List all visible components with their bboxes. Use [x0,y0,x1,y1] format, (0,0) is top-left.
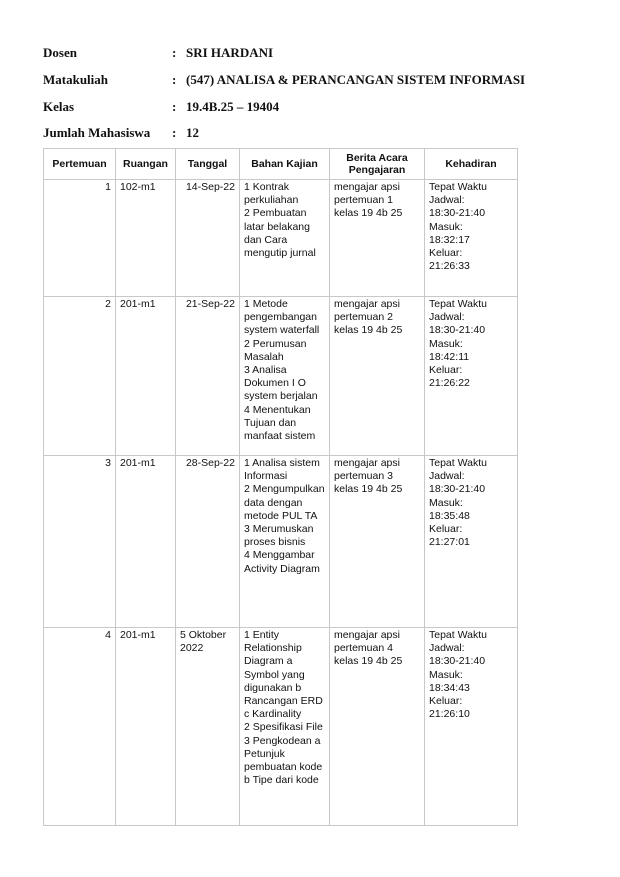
separator: : [172,72,177,87]
kehadiran-keluar: 21:26:33 [429,260,470,273]
column-header-pertemuan: Pertemuan [44,149,116,180]
jumlah-mahasiswa-value: 12 [186,125,199,140]
separator: : [172,125,177,140]
bahan-item: 2 Perumusan Masalah [244,337,307,363]
cell-ruangan: 201-m1 [116,456,176,628]
jumlah-mahasiswa-label: Jumlah Mahasiswa [43,125,151,140]
column-header-berita-acara: Berita Acara Pengajaran [330,149,425,180]
kehadiran-masuk: 18:34:43 [429,681,470,694]
kehadiran-jadwal-label: Jadwal: [429,642,465,655]
cell-tanggal: 21-Sep-22 [176,297,240,456]
bahan-item: 1 Analisa sistem Informasi [244,457,320,483]
matakuliah-label: Matakuliah [43,72,109,87]
bahan-item: 1 Entity Relationship Diagram a Symbol yang digunakan b Rancangan ERD c Kardinality [244,629,323,721]
kehadiran-masuk-label: Masuk: [429,496,463,509]
attendance-table [43,148,518,826]
bahan-item: 4 Menentukan Tujuan dan manfaat sistem [244,403,316,443]
cell-berita-acara: mengajar apsi pertemuan 1 kelas 19 4b 25 [330,180,425,297]
kehadiran-jadwal-label: Jadwal: [429,470,465,483]
kelas-label: Kelas [43,99,75,114]
cell-pertemuan: 3 [44,456,116,628]
column-header-tanggal: Tanggal [176,149,240,180]
kehadiran-jadwal: 18:30-21:40 [429,483,486,496]
kehadiran-status: Tepat Waktu [429,457,487,469]
cell-ruangan: 201-m1 [116,628,176,826]
cell-tanggal: 5 Oktober 2022 [176,628,240,826]
cell-berita-acara: mengajar apsi pertemuan 3 kelas 19 4b 25 [330,456,425,628]
kehadiran-masuk-label: Masuk: [429,337,463,350]
bahan-item: 3 Pengkodean a Petunjuk pembuatan kode b Tipe dari kode [244,734,323,787]
kehadiran-keluar-label: Keluar: [429,247,463,260]
cell-pertemuan: 1 [44,180,116,297]
cell-kehadiran [425,628,518,826]
table-row [44,297,518,456]
kehadiran-keluar: 21:26:10 [429,708,470,721]
cell-pertemuan: 4 [44,628,116,826]
cell-berita-acara: mengajar apsi pertemuan 2 kelas 19 4b 25 [330,297,425,456]
kehadiran-jadwal: 18:30-21:40 [429,207,486,220]
kehadiran-status: Tepat Waktu [429,181,487,193]
table-row [44,628,518,826]
bahan-item: 1 Metode pengembangan system waterfall [244,298,320,337]
kehadiran-status: Tepat Waktu [429,629,487,641]
cell-bahan-kajian [240,297,330,456]
table-row [44,180,518,297]
cell-ruangan: 102-m1 [116,180,176,297]
kehadiran-jadwal-label: Jadwal: [429,311,465,324]
cell-kehadiran [425,456,518,628]
separator: : [172,99,177,114]
bahan-item: 1 Kontrak perkuliahan [244,181,299,207]
kehadiran-keluar-label: Keluar: [429,523,463,536]
bahan-item: 4 Menggambar Activity Diagram [244,549,320,575]
kehadiran-jadwal: 18:30-21:40 [429,655,486,668]
cell-berita-acara: mengajar apsi pertemuan 4 kelas 19 4b 25 [330,628,425,826]
kelas-value: 19.4B.25 – 19404 [186,99,280,114]
bahan-item: 3 Analisa Dokumen I O system berjalan [244,364,318,403]
matakuliah-value: (547) ANALISA & PERANCANGAN SISTEM INFORMASI [186,72,526,87]
bahan-item: 3 Merumuskan proses bisnis [244,523,314,549]
kehadiran-jadwal: 18:30-21:40 [429,324,486,337]
cell-bahan-kajian [240,180,330,297]
bahan-item: 2 Mengumpulkan data dengan metode PUL TA [244,483,325,522]
dosen-value: SRI HARDANI [186,45,274,60]
kehadiran-masuk-label: Masuk: [429,668,463,681]
kehadiran-keluar: 21:26:22 [429,377,470,390]
kehadiran-keluar-label: Keluar: [429,364,463,377]
kehadiran-masuk: 18:35:48 [429,509,470,522]
column-header-kehadiran: Kehadiran [425,149,518,180]
kehadiran-masuk: 18:42:11 [429,350,470,363]
column-header-ruangan: Ruangan [116,149,176,180]
cell-pertemuan: 2 [44,297,116,456]
cell-kehadiran [425,180,518,297]
kehadiran-keluar-label: Keluar: [429,695,463,708]
dosen-label: Dosen [43,45,77,60]
table-row [44,456,518,628]
separator: : [172,45,177,60]
cell-tanggal: 14-Sep-22 [176,180,240,297]
bahan-item: 2 Spesifikasi File [244,721,323,734]
kehadiran-masuk: 18:32:17 [429,233,470,246]
cell-ruangan: 201-m1 [116,297,176,456]
bahan-item: 2 Pembuatan latar belakang dan Cara mengutip jurnal [244,207,316,260]
kehadiran-jadwal-label: Jadwal: [429,194,465,207]
cell-kehadiran [425,297,518,456]
column-header-bahan-kajian: Bahan Kajian [240,149,330,180]
cell-bahan-kajian [240,628,330,826]
kehadiran-keluar: 21:27:01 [429,536,470,549]
cell-tanggal: 28-Sep-22 [176,456,240,628]
cell-bahan-kajian [240,456,330,628]
kehadiran-status: Tepat Waktu [429,298,487,310]
table-header-row [44,149,518,180]
kehadiran-masuk-label: Masuk: [429,220,463,233]
